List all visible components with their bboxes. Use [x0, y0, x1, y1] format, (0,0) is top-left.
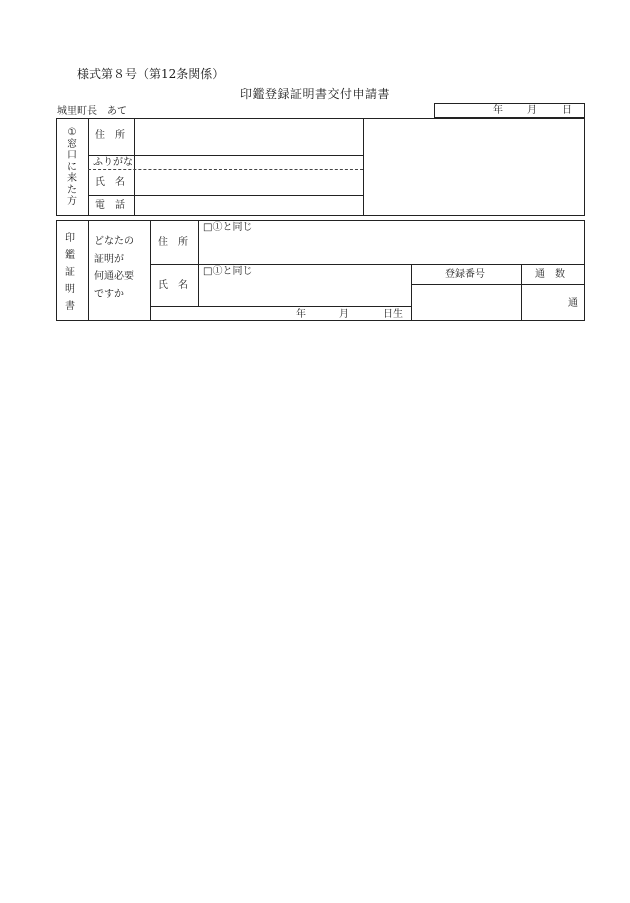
applicant-side-label: ① 窓 口 に 来 た 方	[67, 127, 77, 207]
applicant-name-field[interactable]	[138, 171, 360, 193]
applicant-address-field[interactable]	[138, 120, 360, 153]
date-month-label: 月	[527, 105, 537, 116]
same-as-applicant-name-checkbox[interactable]: □①と同じ	[203, 266, 253, 277]
birth-month-label: 月	[339, 309, 349, 320]
certificate-side-label: 印 鑑 証 明 書	[65, 233, 75, 312]
birth-year-label: 年	[296, 309, 306, 320]
certificate-address-label: 住 所	[158, 237, 188, 248]
copies-unit: 通	[568, 298, 578, 309]
copies-label: 通 数	[535, 269, 565, 280]
copies-field[interactable]	[524, 287, 564, 318]
birth-day-label: 日生	[383, 309, 403, 320]
registration-number-label: 登録番号	[445, 269, 485, 280]
date-day-label: 日	[562, 105, 572, 116]
certificate-name-label: 氏 名	[158, 280, 188, 291]
certificate-question: どなたの 証明が 何通必要 ですか	[94, 236, 134, 300]
applicant-furigana-label: ふりがな	[93, 157, 133, 168]
applicant-phone-field[interactable]	[138, 197, 360, 214]
applicant-seal-area	[364, 119, 584, 215]
applicant-phone-label: 電 話	[95, 200, 125, 211]
addressee: 城里町長 あて	[57, 106, 127, 117]
registration-number-field[interactable]	[414, 287, 518, 318]
form-number: 様式第８号（第12条関係）	[77, 67, 225, 81]
applicant-name-label: 氏 名	[95, 177, 125, 188]
applicant-furigana-field[interactable]	[138, 157, 360, 168]
same-as-applicant-address-checkbox[interactable]: □①と同じ	[203, 222, 253, 233]
applicant-address-label: 住 所	[95, 130, 125, 141]
date-year-label: 年	[493, 105, 503, 116]
form-title: 印鑑登録証明書交付申請書	[240, 87, 391, 101]
